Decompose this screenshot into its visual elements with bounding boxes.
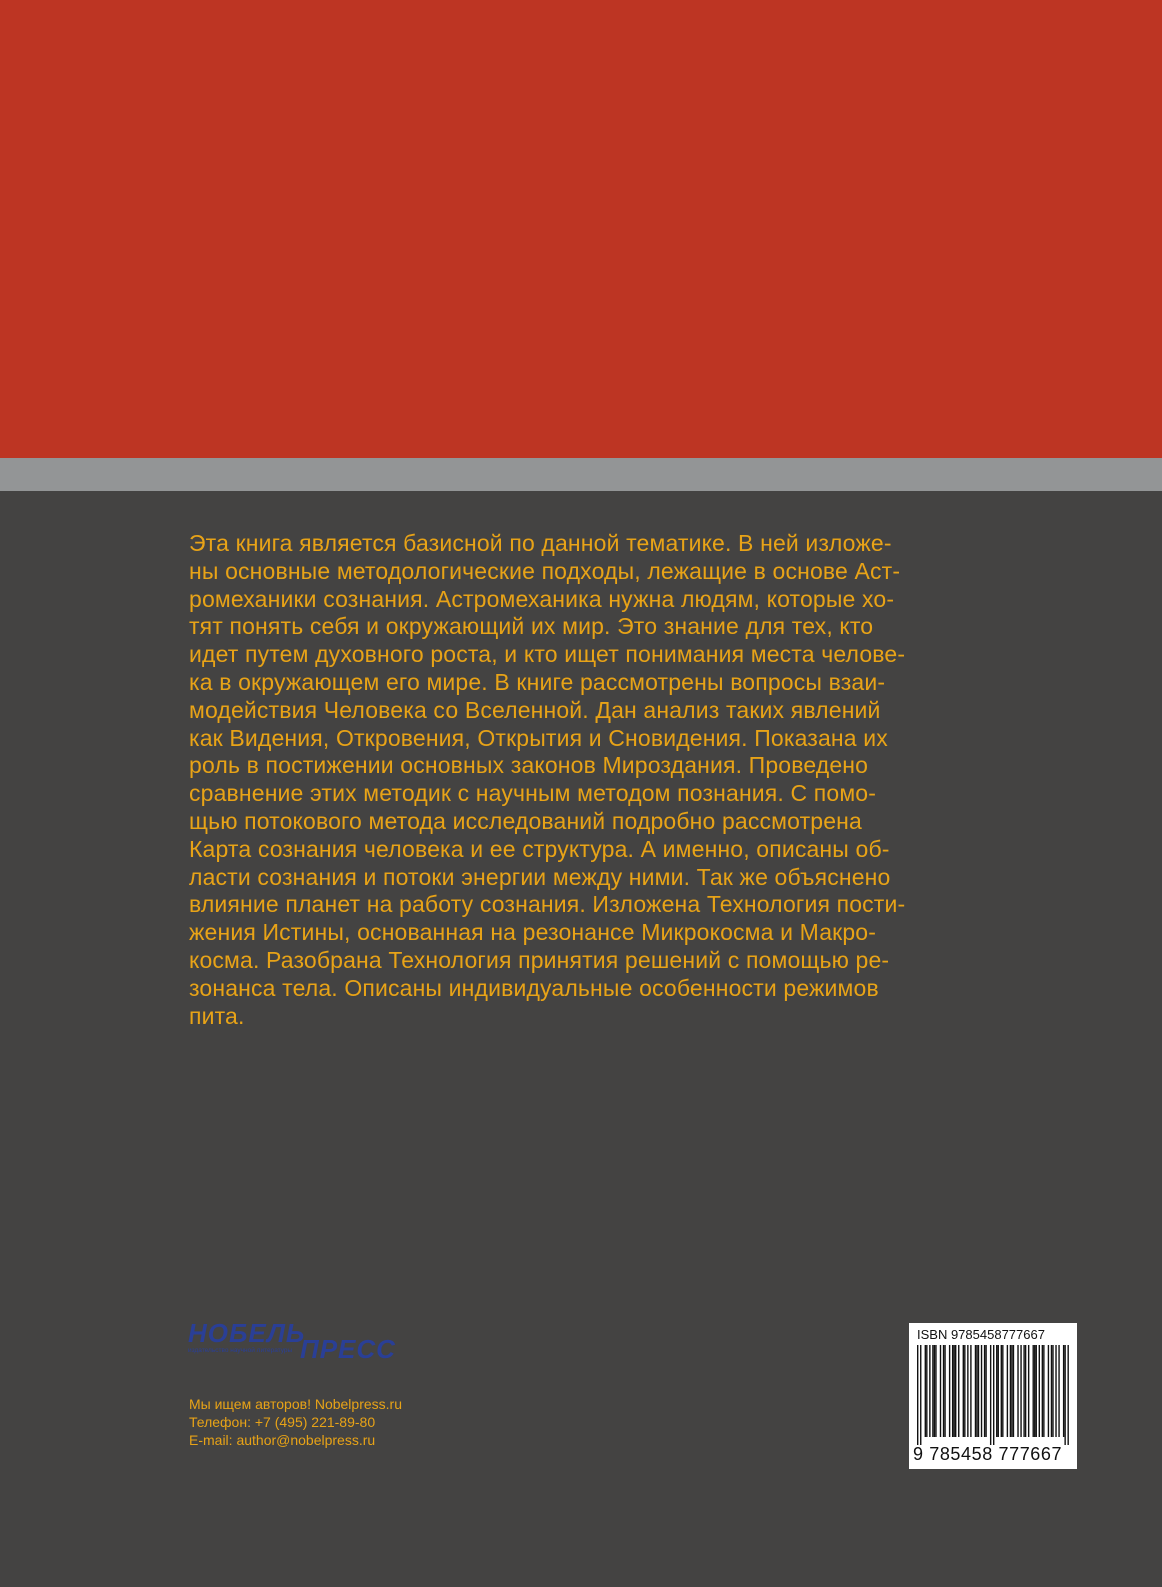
barcode-bar xyxy=(934,1345,935,1437)
blurb-line: сравнение этих методик с научным методом познания. С помо- xyxy=(189,780,877,807)
barcode-bar xyxy=(1052,1345,1053,1437)
barcode-bar xyxy=(958,1345,959,1437)
barcode-bar xyxy=(1017,1345,1018,1437)
barcode-bar xyxy=(967,1345,968,1437)
barcode-bar xyxy=(964,1345,965,1437)
barcode-bar xyxy=(998,1345,999,1437)
isbn-label: ISBN 9785458777667 xyxy=(917,1327,1045,1342)
barcode-bar xyxy=(984,1345,985,1437)
book-description xyxy=(189,530,1069,1030)
barcode-bar xyxy=(955,1345,956,1437)
barcode-bar xyxy=(1002,1345,1003,1437)
blurb-line: ромеханики сознания. Астромеханика нужна людям, которые хо- xyxy=(189,585,895,612)
blurb-line: модействия Человека со Вселенной. Дан анализ таких явлений xyxy=(189,696,881,723)
barcode-bar xyxy=(996,1345,997,1437)
barcode-bar xyxy=(1055,1345,1056,1437)
barcode-bar xyxy=(981,1345,982,1437)
blurb-line: ласти сознания и потоки энергии между ними. Так же объяснено xyxy=(189,863,891,890)
barcode-bar xyxy=(1023,1345,1024,1437)
barcode-bar xyxy=(975,1345,976,1437)
publisher-logo xyxy=(188,1322,418,1372)
barcode-bar xyxy=(1011,1345,1012,1437)
blurb-line: жения Истины, основанная на резонансе Микрокосма и Макро- xyxy=(189,919,877,946)
logo-tagline: издательство научной литературы xyxy=(188,1347,293,1354)
contact-line: E-mail: author@nobelpress.ru xyxy=(189,1432,376,1448)
barcode-bar xyxy=(1020,1345,1021,1437)
barcode-bar xyxy=(944,1345,945,1437)
barcode-bar xyxy=(1036,1345,1037,1437)
barcode-bar xyxy=(926,1345,927,1437)
barcode-bar xyxy=(1051,1345,1052,1437)
barcode-bar xyxy=(920,1345,921,1445)
barcode-bar xyxy=(1067,1345,1068,1445)
barcode-bar xyxy=(1039,1345,1040,1437)
blurb-line: тят понять себя и окружающий их мир. Это знание для тех, кто xyxy=(189,613,874,640)
barcode-bar xyxy=(932,1345,933,1437)
barcode-bar xyxy=(940,1345,941,1437)
publisher-contacts xyxy=(189,1395,402,1449)
barcode-bar xyxy=(970,1345,971,1437)
blurb-line: влияние планет на работу сознания. Изложена Технология пости- xyxy=(189,891,906,918)
blurb-line: ны основные методологические подходы, лежащие в основе Аст- xyxy=(189,557,901,584)
barcode-bars xyxy=(917,1345,1069,1445)
barcode-bar xyxy=(1010,1345,1011,1437)
barcode-bar xyxy=(1013,1345,1014,1437)
blurb-line: косма. Разобрана Технология принятия решений с помощью ре- xyxy=(189,946,890,973)
ean-digits: 9 785458 777667 xyxy=(913,1444,1063,1464)
barcode-bar xyxy=(949,1345,950,1437)
logo-word-1: НОБЕЛЬ xyxy=(188,1322,306,1348)
blurb-line: щью потокового метода исследований подробно рассмотрена xyxy=(189,807,862,834)
barcode-bar xyxy=(990,1345,991,1445)
barcode-bar xyxy=(1064,1345,1065,1445)
barcode-bar xyxy=(1034,1345,1035,1437)
barcode-bar xyxy=(929,1345,930,1437)
logo-word-2: ПРЕСС xyxy=(300,1334,396,1364)
barcode-bar xyxy=(1001,1345,1002,1437)
blurb-line: пита. xyxy=(189,1002,245,1029)
barcode-bar xyxy=(1058,1345,1059,1437)
blurb-line: идет путем духовного роста, и кто ищет понимания места челове- xyxy=(189,641,906,668)
barcode-bar xyxy=(935,1345,936,1437)
blurb-line: зонанса тела. Описаны индивидуальные особенности режимов xyxy=(189,974,879,1001)
blurb-line: Карта сознания человека и ее структура. А именно, описаны об- xyxy=(189,835,890,862)
barcode-bar xyxy=(952,1345,953,1437)
top-red-band xyxy=(0,0,1162,458)
blurb-line: ка в окружающем его мире. В книге рассмотрены вопросы взаи- xyxy=(189,668,886,695)
blurb-line: Эта книга является базисной по данной тематике. В ней изложе- xyxy=(189,530,892,556)
barcode-bar xyxy=(978,1345,979,1437)
barcode-bar xyxy=(1042,1345,1043,1437)
barcode-bar xyxy=(993,1345,994,1445)
barcode-bar xyxy=(943,1345,944,1437)
isbn-barcode xyxy=(909,1323,1077,1469)
barcode-bar xyxy=(963,1345,964,1437)
barcode-bar xyxy=(1043,1345,1044,1437)
blurb-line: роль в постижении основных законов Мироздания. Проведено xyxy=(189,752,869,779)
barcode-bar xyxy=(953,1345,954,1437)
contact-line: Телефон: +7 (495) 221-89-80 xyxy=(189,1414,376,1430)
barcode-bar xyxy=(1033,1345,1034,1437)
barcode-bar xyxy=(1028,1345,1029,1437)
blurb-line: как Видения, Откровения, Открытия и Сновидения. Показана их xyxy=(189,724,888,751)
barcode-bar xyxy=(985,1345,986,1437)
grey-divider-band xyxy=(0,458,1162,491)
contact-line: Мы ищем авторов! Nobelpress.ru xyxy=(189,1396,402,1412)
barcode-bar xyxy=(1063,1345,1064,1437)
barcode-bar xyxy=(1025,1345,1026,1437)
barcode-bar xyxy=(1048,1345,1049,1437)
barcode-bar xyxy=(917,1345,918,1445)
barcode-bar xyxy=(976,1345,977,1437)
barcode-bar xyxy=(925,1345,926,1437)
nobel-press-logo-graphic xyxy=(188,1322,418,1372)
barcode-bar xyxy=(1007,1345,1008,1437)
